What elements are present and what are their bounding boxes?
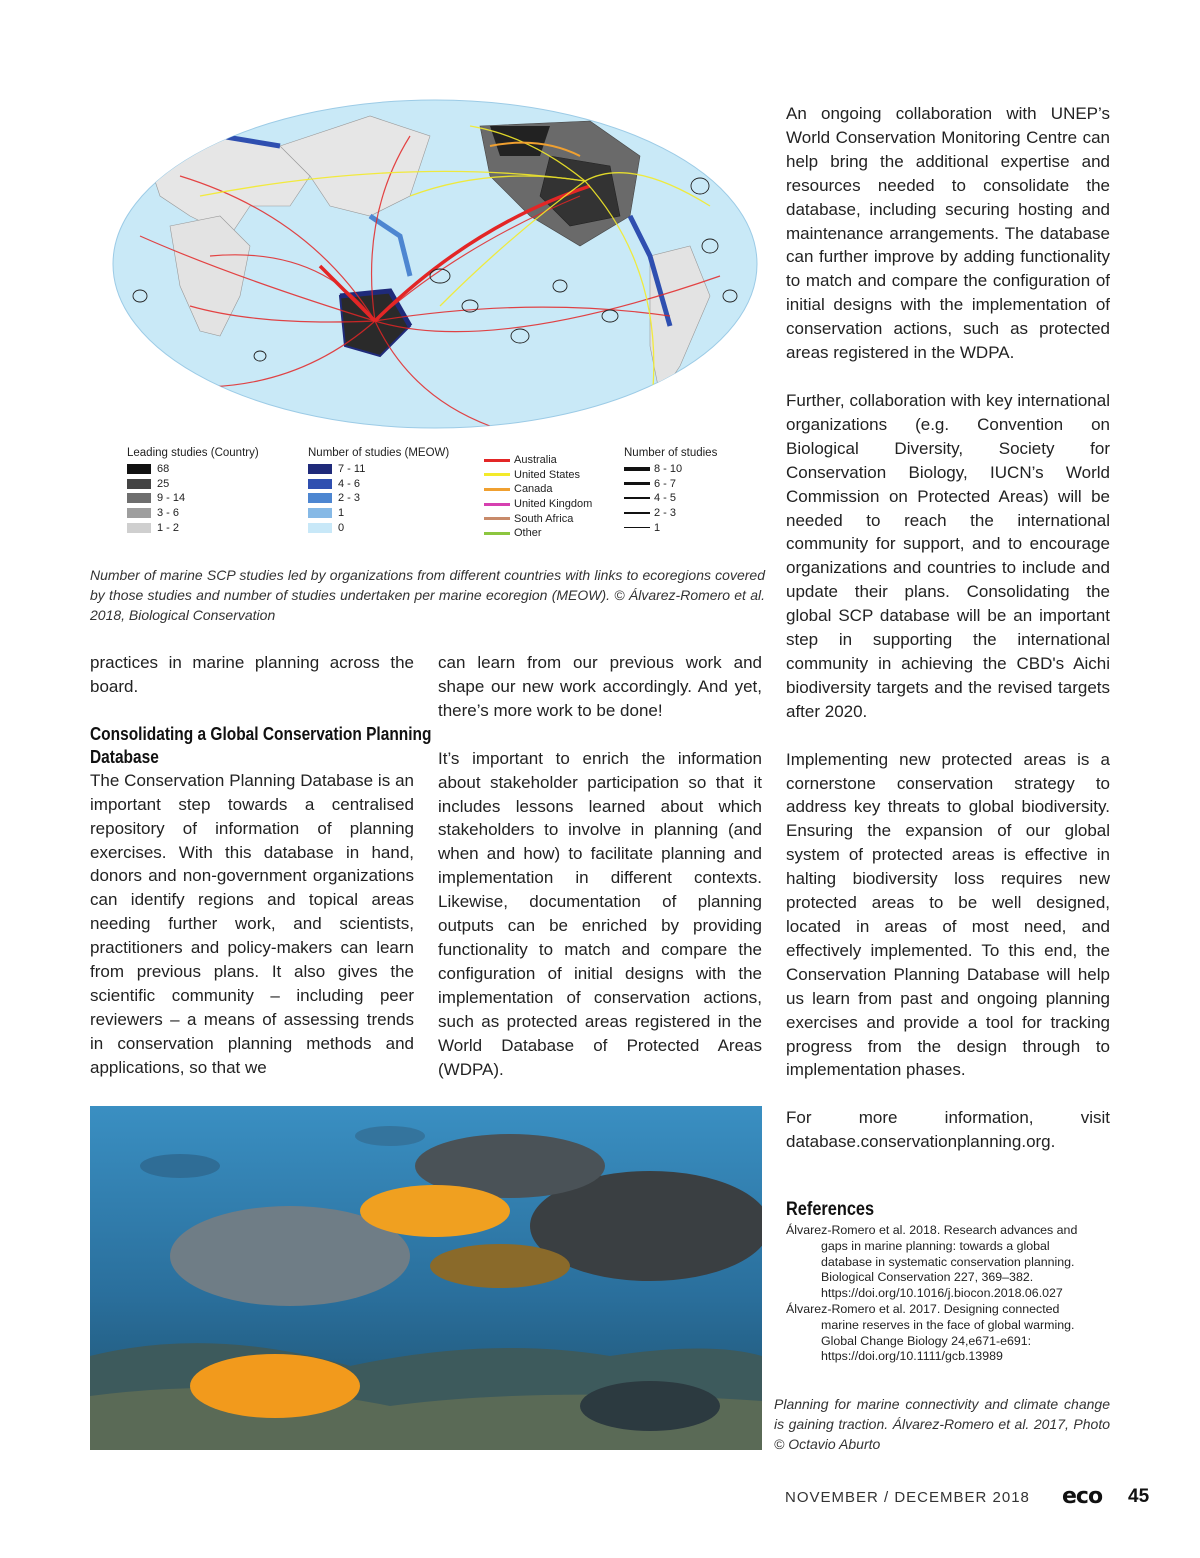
legend-links xyxy=(624,447,717,535)
legend-label: 1 - 2 xyxy=(157,521,180,534)
legend-row xyxy=(308,462,449,477)
column-1 xyxy=(90,651,432,1104)
map-figure xyxy=(110,96,760,436)
reference-item: Álvarez-Romero et al. 2018. Research advances and gaps in marine planning: towards a global database in systematic conservation planning. Biological Conservation 227, 369–382. https://doi.org/10.1016/j.biocon.2018.06.027 xyxy=(786,1223,1078,1301)
legend-label: 6 - 7 xyxy=(654,477,677,490)
references xyxy=(786,1198,1096,1365)
legend-label: United Kingdom xyxy=(514,498,593,511)
paragraph: An ongoing collaboration with UNEP’s World Conservation Monitoring Centre can help bring the additional expertise and resources needed to consolidate the database, including securing hosting and maintenance arrangements. The database can further improve by adding functionality to match and compare the configuration of initial designs with the implementation of conservation actions, such as protected areas registered in the WDPA. xyxy=(786,104,1110,363)
legend-row xyxy=(484,453,592,468)
legend-title: Number of studies xyxy=(624,447,718,459)
legend-title: Leading studies (Country) xyxy=(127,447,259,459)
paragraph: Further, collaboration with key international organizations (e.g. Convention on Biological Diversity, Society for Conservation Biology, IUCN’s World Commission on Protected Areas) will be needed to reach the international community for support, and to encourage organizations and countries to include and update their plans. Consolidating the global SCP database will be an important step in supporting the international community in achieving the CBD's Aichi biodiversity targets and the revised targets after 2020. xyxy=(786,390,1110,721)
legend-items xyxy=(484,453,592,541)
legend-label: 4 - 5 xyxy=(654,492,677,505)
legend-row xyxy=(484,468,592,483)
legend-swatch xyxy=(127,508,151,518)
legend-row xyxy=(127,506,259,521)
paragraph: It’s important to enrich the information about stakeholder participation so that it includes lessons learned about which stakeholders to involve in planning (and when and how) to facilitate planning and implementation in different contexts. Likewise, documentation of planning outputs can be enriched by providing functionality to match and compare the configuration of initial designs with the implementation of conservation actions, such as protected areas registered in the World Database of Protected Areas (WDPA). xyxy=(438,748,762,1079)
legend-label: 7 - 11 xyxy=(338,463,366,476)
legend-label: Canada xyxy=(514,483,553,496)
legend-row xyxy=(308,520,449,535)
grouper-fish-image xyxy=(90,1106,762,1450)
legend-label: Other xyxy=(514,527,542,540)
legend-width-swatch xyxy=(624,482,650,485)
legend-label: 4 - 6 xyxy=(338,477,361,490)
legend-row xyxy=(624,462,717,477)
legend-label: 1 xyxy=(338,507,345,520)
photo-caption: Planning for marine connectivity and climate change is gaining traction. Álvarez-Romero et al. 2017, Photo © Octavio Aburto xyxy=(774,1396,1110,1452)
legend-swatch xyxy=(308,523,332,533)
legend-row xyxy=(127,520,259,535)
legend-swatch xyxy=(308,464,332,474)
legend-line-swatch xyxy=(484,488,510,491)
legend-line-swatch xyxy=(484,517,510,520)
legend-row xyxy=(484,497,592,512)
legend-row xyxy=(308,506,449,521)
column-2 xyxy=(438,651,762,1105)
legend-row xyxy=(484,482,592,497)
footer-issue: NOVEMBER / DECEMBER 2018 xyxy=(785,1489,1030,1506)
legend-line-swatch xyxy=(484,459,510,462)
legend-items xyxy=(127,462,259,535)
legend-width-swatch xyxy=(624,467,650,471)
legend-row xyxy=(308,477,449,492)
legend-label: 9 - 14 xyxy=(157,492,186,505)
legend-line-swatch xyxy=(484,532,510,535)
paragraph: The Conservation Planning Database is an important step towards a centralised repository of information of planning exercises. With this database in hand, donors and non-government organizations can identify regions and topical areas needing further work, and scientists, practitioners and policy-makers can learn from previous plans. It also gives the scientific community – including peer reviewers – a means of assessing trends in conservation planning methods and applications, so that we xyxy=(90,770,414,1077)
legend-row xyxy=(484,511,592,526)
reference-item: Álvarez-Romero et al. 2017. Designing connected marine reserves in the face of global warming. Global Change Biology 24,e671-e691: https://doi.org/10.1111/gcb.13989 xyxy=(786,1301,1075,1364)
legend-row xyxy=(127,491,259,506)
paragraph: practices in marine planning across the board. xyxy=(90,653,414,696)
references-heading: References xyxy=(786,1199,875,1220)
legend-label: 0 xyxy=(338,521,345,534)
magazine-logo: eco xyxy=(1062,1484,1103,1509)
legend-label: 2 - 3 xyxy=(654,507,677,520)
legend-label: 25 xyxy=(157,477,170,490)
legend-items xyxy=(624,462,717,535)
legend-row xyxy=(624,506,717,521)
legend-label: 8 - 10 xyxy=(654,463,683,476)
paragraph: For more information, visit database.conservationplanning.org. xyxy=(786,1108,1110,1152)
legend-items xyxy=(308,462,449,535)
reference-list xyxy=(786,1223,1096,1365)
legend-width-swatch xyxy=(624,512,650,513)
legend-row xyxy=(624,520,717,535)
section-heading-line1: Consolidating a Global Conservation Planning xyxy=(90,723,432,744)
legend-swatch xyxy=(127,464,151,474)
legend-label: 3 - 6 xyxy=(157,507,180,520)
legend-width-swatch xyxy=(624,497,650,499)
legend-width-swatch xyxy=(624,527,650,528)
legend-swatch xyxy=(127,479,151,489)
legend-row xyxy=(624,477,717,492)
column-3 xyxy=(786,102,1110,1178)
legend-meow xyxy=(308,447,449,535)
legend-title: Number of studies (MEOW) xyxy=(308,447,450,459)
paragraph: Implementing new protected areas is a cornerstone conservation strategy to address key threats to global biodiversity. Ensuring the expansion of our global system of protected areas is effective in halting biodiversity loss requires new protected areas to be well designed, located in areas of most need, and effectively implemented. To this end, the Conservation Planning Database will help us learn from past and ongoing planning exercises and provide a tool for tracking progress from the design through to implementation phases. xyxy=(786,749,1110,1080)
legend-label: South Africa xyxy=(514,512,574,525)
legend-row xyxy=(127,477,259,492)
legend-swatch xyxy=(308,493,332,503)
paragraph: can learn from our previous work and shape our new work accordingly. And yet, there’s more work to be done! xyxy=(438,653,762,720)
legend-swatch xyxy=(127,523,151,533)
legend-line-swatch xyxy=(484,503,510,506)
map-caption: Number of marine SCP studies led by organizations from different countries with links to ecoregions covered by those studies and number of studies undertaken per marine ecoregion (MEOW). © Álvarez-Romero et al. 2018, Biological Conservation xyxy=(90,567,765,623)
section-heading-line2: Database xyxy=(90,746,159,767)
legend-label: 68 xyxy=(157,463,170,476)
page-number: 45 xyxy=(1128,1486,1150,1507)
legend-swatch xyxy=(308,508,332,518)
legend-label: 2 - 3 xyxy=(338,492,361,505)
legend-row xyxy=(624,491,717,506)
legend-origin xyxy=(484,453,592,541)
legend-country xyxy=(127,447,259,535)
legend-label: 1 xyxy=(654,521,661,534)
world-map-image xyxy=(110,96,760,436)
legend-swatch xyxy=(127,493,151,503)
legend-label: Australia xyxy=(514,454,557,467)
legend-label: United States xyxy=(514,468,581,481)
legend-swatch xyxy=(308,479,332,489)
fish-photo xyxy=(90,1106,762,1450)
legend-row xyxy=(308,491,449,506)
legend-line-swatch xyxy=(484,473,510,476)
legend-row xyxy=(127,462,259,477)
legend-row xyxy=(484,526,592,541)
